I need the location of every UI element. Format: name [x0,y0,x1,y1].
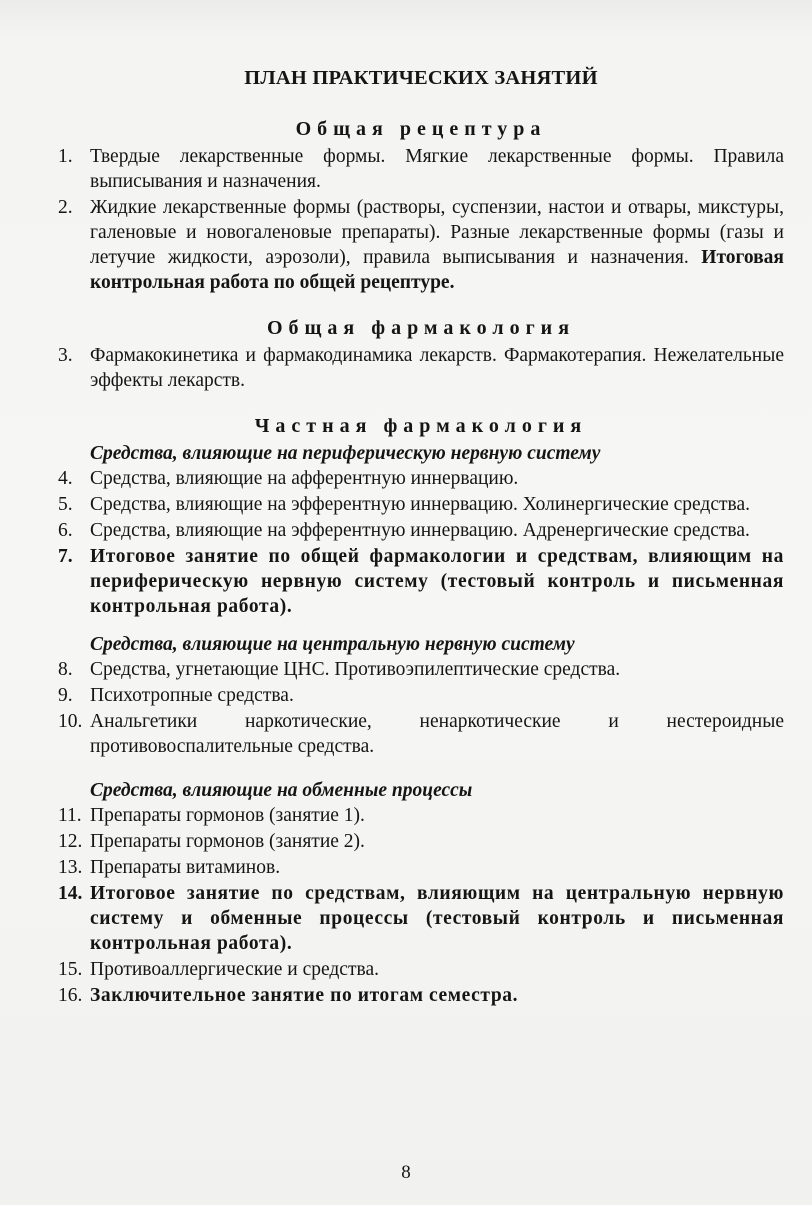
item-number: 4. [58,468,73,489]
item-number: 5. [58,494,73,515]
item-text: Анальгетики наркотические, ненаркотические и нестероидные противовоспалительные средства. [90,711,784,757]
item-number: 16. [58,985,83,1006]
item-text: Твердые лекарственные формы. Мягкие лекарственные формы. Правила выписывания и назначения. [90,146,784,192]
item-number: 8. [58,659,73,680]
item-bold-text: Итоговая контрольная работа по общей рецептуре. [90,247,784,293]
list-item [58,544,784,619]
item-text: Жидкие лекарственные формы (растворы, суспензии, настои и отвары, микстуры, галеновые и новогаленовые препараты). Разные лекарственные формы (газы и летучие жидкости, аэрозоли), правила выписывания и назначения. [90,197,784,268]
section-list [58,144,784,295]
item-text: Средства, влияющие на эфферентную иннервацию. Холинергические средства. [90,494,750,515]
section-list [58,657,784,759]
list-item [58,957,784,982]
item-text: Средства, влияющие на эфферентную иннервацию. Адренергические средства. [90,520,750,541]
item-number: 15. [58,959,83,980]
item-bold-text: Заключительное занятие по итогам семестра. [90,985,519,1006]
subsection-heading: Средства, влияющие на центральную нервную систему [90,634,575,655]
section-heading: Общая рецептура [295,118,547,140]
list-item [58,343,784,393]
item-bold-text: Итоговое занятие по общей фармакологии и средствам, влияющим на периферическую нервную систему (тестовый контроль и письменная контрольная работа). [90,546,784,617]
list-item [58,983,784,1008]
page-title: ПЛАН ПРАКТИЧЕСКИХ ЗАНЯТИЙ [244,67,598,89]
item-number: 6. [58,520,73,541]
item-text: Противоаллергические и средства. [90,959,379,980]
item-number: 9. [58,685,73,706]
section-heading: Общая фармакология [266,317,576,339]
page-number: 8 [401,1162,411,1183]
item-number: 14. [58,883,83,904]
item-number: 3. [58,345,73,366]
list-item [58,803,784,828]
list-item [58,881,784,956]
section-list [58,803,784,1008]
subsection-heading: Средства, влияющие на обменные процессы [90,780,473,801]
subsection-heading: Средства, влияющие на периферическую нервную систему [90,443,601,464]
list-item [58,466,784,491]
list-item [58,829,784,854]
item-number: 13. [58,857,83,878]
document-content [58,60,784,1009]
item-bold-text: Итоговое занятие по средствам, влияющим на центральную нервную систему и обменные процессы (тестовый контроль и письменная контрольная работа). [90,883,784,954]
list-item [58,709,784,759]
item-text: Препараты гормонов (занятие 1). [90,805,365,826]
list-item [58,492,784,517]
list-item [58,855,784,880]
item-text: Препараты витаминов. [90,857,281,878]
item-number: 1. [58,146,73,167]
item-number: 11. [58,805,82,826]
section-list [58,343,784,393]
list-item [58,144,784,194]
item-number: 10. [58,711,83,732]
list-item [58,683,784,708]
item-number: 12. [58,831,83,852]
section-heading: Частная фармакология [254,415,588,437]
item-text: Препараты гормонов (занятие 2). [90,831,365,852]
item-text: Психотропные средства. [90,685,294,706]
section-list [58,466,784,619]
item-number: 2. [58,197,73,218]
item-text: Средства, угнетающие ЦНС. Противоэпилептические средства. [90,659,621,680]
item-text: Средства, влияющие на афферентную иннервацию. [90,468,519,489]
list-item [58,657,784,682]
list-item [58,195,784,295]
item-text: Фармакокинетика и фармакодинамика лекарств. Фармакотерапия. Нежелательные эффекты лекарств. [90,345,784,391]
list-item [58,518,784,543]
item-number: 7. [58,546,73,567]
